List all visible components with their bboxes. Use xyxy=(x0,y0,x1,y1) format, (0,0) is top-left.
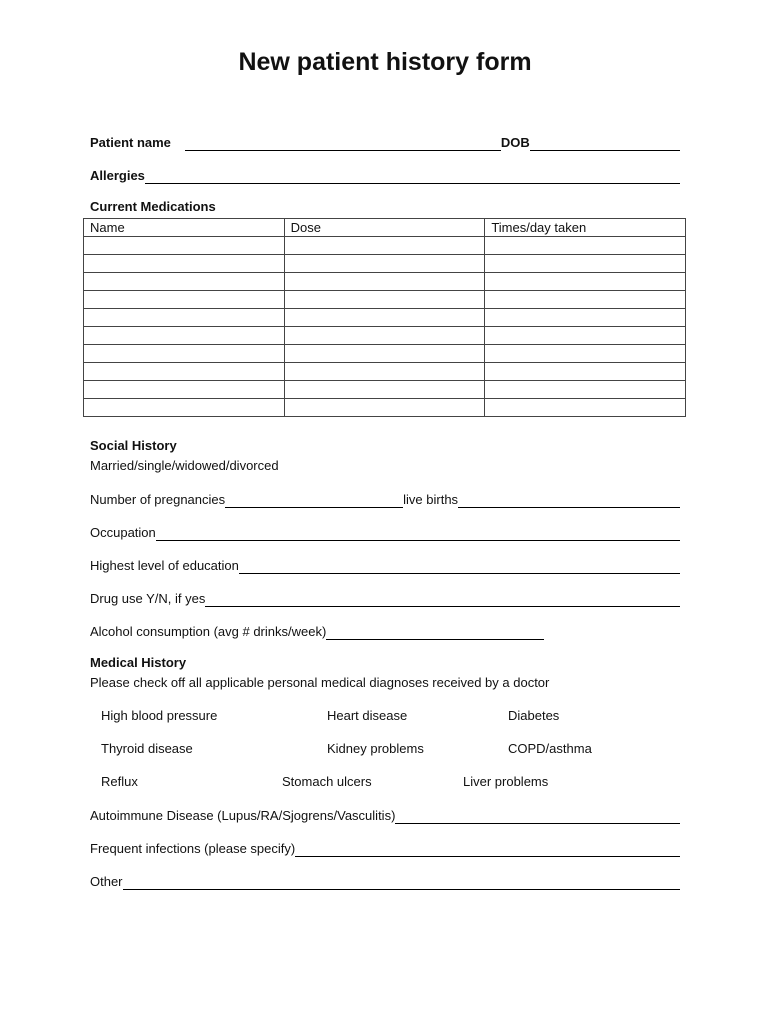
medication-times-cell[interactable] xyxy=(485,327,686,345)
medication-dose-cell[interactable] xyxy=(284,399,485,417)
medication-dose-cell[interactable] xyxy=(284,273,485,291)
table-row xyxy=(84,381,686,399)
dob-label: DOB xyxy=(500,135,530,150)
medication-times-cell[interactable] xyxy=(485,291,686,309)
occupation-field[interactable] xyxy=(156,526,680,541)
medication-name-cell[interactable] xyxy=(84,255,285,273)
medication-name-cell[interactable] xyxy=(84,381,285,399)
diagnosis-reflux[interactable]: Reflux xyxy=(101,774,138,789)
drug-use-label: Drug use Y/N, if yes xyxy=(90,591,206,606)
allergies-field[interactable] xyxy=(145,169,680,184)
page-title: New patient history form xyxy=(238,48,532,76)
table-row xyxy=(84,273,686,291)
medication-dose-cell[interactable] xyxy=(284,381,485,399)
medication-times-cell[interactable] xyxy=(485,399,686,417)
medical-history-instruction: Please check off all applicable personal medical diagnoses received by a doctor xyxy=(90,675,550,690)
allergies-row xyxy=(90,166,680,184)
table-row xyxy=(84,399,686,417)
medication-dose-cell[interactable] xyxy=(284,327,485,345)
social-history-heading: Social History xyxy=(90,438,177,453)
table-row xyxy=(84,327,686,345)
medication-name-cell[interactable] xyxy=(84,291,285,309)
diagnosis-heart-disease[interactable]: Heart disease xyxy=(327,708,408,723)
education-field[interactable] xyxy=(239,559,680,574)
table-row xyxy=(84,363,686,381)
medication-times-cell[interactable] xyxy=(485,345,686,363)
medication-dose-cell[interactable] xyxy=(284,237,485,255)
medication-dose-cell[interactable] xyxy=(284,255,485,273)
allergies-label: Allergies xyxy=(90,168,145,183)
alcohol-label: Alcohol consumption (avg # drinks/week) xyxy=(90,624,327,639)
marital-status-text: Married/single/widowed/divorced xyxy=(90,458,279,473)
medication-name-cell[interactable] xyxy=(84,273,285,291)
alcohol-row xyxy=(90,622,544,640)
patient-name-row xyxy=(90,133,680,151)
medical-history-heading: Medical History xyxy=(90,655,187,670)
pregnancies-field[interactable] xyxy=(225,493,403,508)
medication-name-cell[interactable] xyxy=(84,345,285,363)
patient-name-label: Patient name xyxy=(90,135,171,150)
diagnosis-high-blood-pressure[interactable]: High blood pressure xyxy=(101,708,218,723)
table-row xyxy=(84,255,686,273)
column-header-times: Times/day taken xyxy=(485,219,686,237)
diagnosis-stomach-ulcers[interactable]: Stomach ulcers xyxy=(282,774,372,789)
medication-dose-cell[interactable] xyxy=(284,291,485,309)
table-row xyxy=(84,309,686,327)
medication-times-cell[interactable] xyxy=(485,237,686,255)
autoimmune-label: Autoimmune Disease (Lupus/RA/Sjogrens/Vasculitis) xyxy=(90,808,396,823)
dob-field[interactable] xyxy=(530,136,680,151)
education-label: Highest level of education xyxy=(90,558,239,573)
other-label: Other xyxy=(90,874,123,889)
patient-name-field[interactable] xyxy=(185,136,501,151)
diagnosis-kidney-problems[interactable]: Kidney problems xyxy=(327,741,424,756)
pregnancies-row xyxy=(90,490,680,508)
medications-body xyxy=(84,237,686,417)
medication-dose-cell[interactable] xyxy=(284,309,485,327)
pregnancies-label: Number of pregnancies xyxy=(90,492,226,507)
infections-row xyxy=(90,839,680,857)
medication-times-cell[interactable] xyxy=(485,255,686,273)
other-row xyxy=(90,872,680,890)
medication-times-cell[interactable] xyxy=(485,363,686,381)
live-births-label: live births xyxy=(403,492,459,507)
other-field[interactable] xyxy=(123,875,680,890)
column-header-name: Name xyxy=(84,219,285,237)
medication-dose-cell[interactable] xyxy=(284,363,485,381)
autoimmune-field[interactable] xyxy=(395,809,680,824)
occupation-row xyxy=(90,523,680,541)
table-row xyxy=(84,237,686,255)
table-row xyxy=(84,291,686,309)
medication-name-cell[interactable] xyxy=(84,399,285,417)
education-row xyxy=(90,556,680,574)
diagnosis-thyroid-disease[interactable]: Thyroid disease xyxy=(101,741,193,756)
medication-times-cell[interactable] xyxy=(485,381,686,399)
live-births-field[interactable] xyxy=(458,493,680,508)
infections-label: Frequent infections (please specify) xyxy=(90,841,296,856)
diagnosis-liver-problems[interactable]: Liver problems xyxy=(463,774,549,789)
medications-header-row xyxy=(84,219,686,237)
column-header-dose: Dose xyxy=(284,219,485,237)
drug-use-field[interactable] xyxy=(205,592,680,607)
table-row xyxy=(84,345,686,363)
diagnosis-diabetes[interactable]: Diabetes xyxy=(508,708,560,723)
medication-dose-cell[interactable] xyxy=(284,345,485,363)
medication-name-cell[interactable] xyxy=(84,309,285,327)
alcohol-field[interactable] xyxy=(326,625,544,640)
occupation-label: Occupation xyxy=(90,525,156,540)
medications-table xyxy=(83,218,686,417)
medication-name-cell[interactable] xyxy=(84,327,285,345)
medication-name-cell[interactable] xyxy=(84,363,285,381)
drug-use-row xyxy=(90,589,680,607)
medication-times-cell[interactable] xyxy=(485,273,686,291)
medication-times-cell[interactable] xyxy=(485,309,686,327)
medication-name-cell[interactable] xyxy=(84,237,285,255)
autoimmune-row xyxy=(90,806,680,824)
infections-field[interactable] xyxy=(295,842,680,857)
diagnosis-copd-asthma[interactable]: COPD/asthma xyxy=(508,741,592,756)
medications-heading: Current Medications xyxy=(90,199,216,214)
